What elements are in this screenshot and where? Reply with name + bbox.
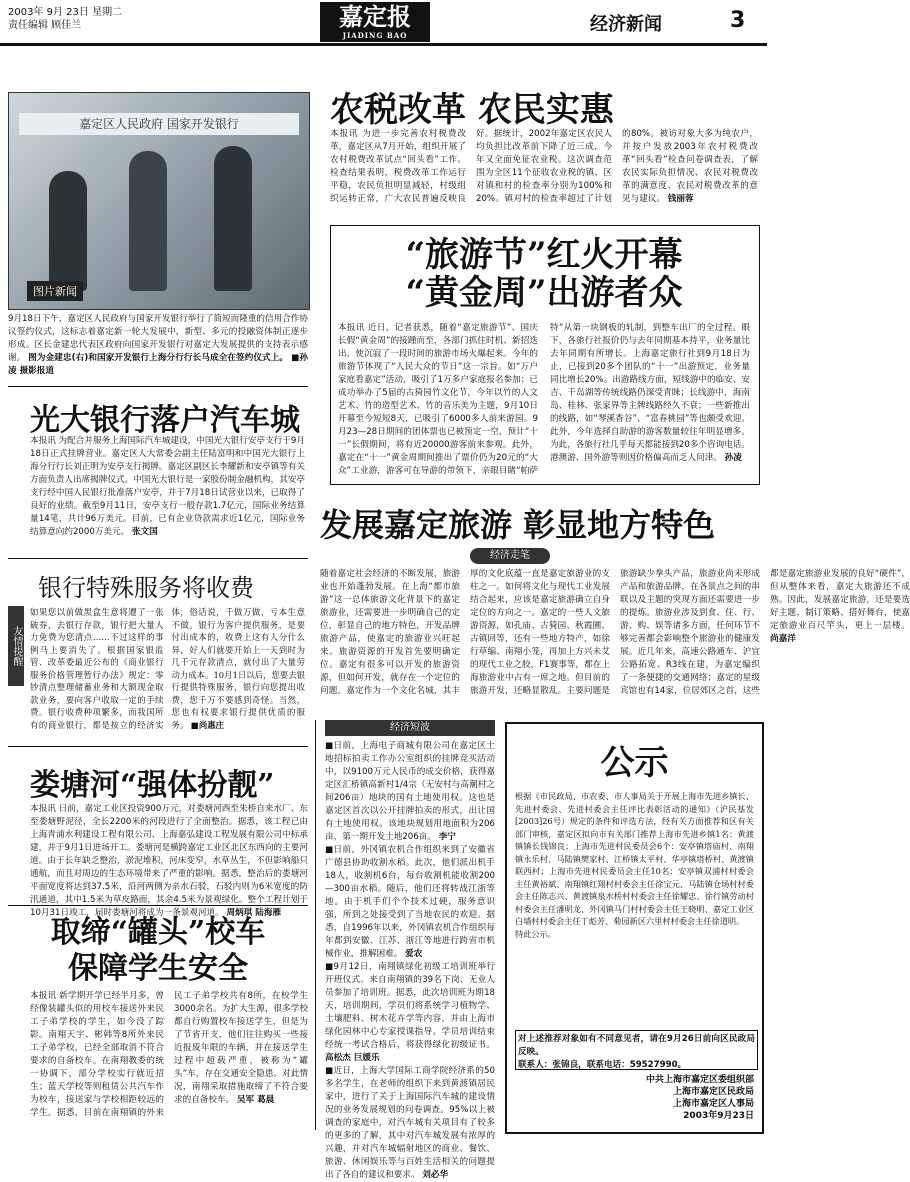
tax-author: 钱丽蓉	[667, 194, 694, 204]
page-number: 3	[730, 8, 746, 33]
editor-name: 责任编辑 顾佳兰	[8, 20, 82, 31]
river-article	[30, 803, 308, 918]
brief-label: 经济短波	[325, 720, 495, 736]
news-photo	[8, 92, 310, 310]
school-headline-1: 取缔“罐头”校车	[50, 915, 266, 950]
school-article	[30, 990, 308, 1130]
divider	[8, 386, 308, 387]
photo-person	[214, 146, 252, 291]
notice-signature	[515, 1074, 754, 1122]
tax-body: 本报讯 为进一步完善农村税费改革，嘉定区从7月开始，组织开展了农村税费改革试点“回头看”工作。检查结果表明，税费改革工作运行平稳，农民负担明显减轻，村级组织运转正常，广大农民普遍反映良好。据统计，2002年嘉定区农民人均负担比改革前下降了近三成，今年又全面免征农业税。这次调查范围为全区11个征收农业税的镇、区对镇和村的检查率分别为100%和20%。镇对村的检查率超过了计划的80%。被访对象大多为纯农户，并按户发放2003年农村税费改革“回头看”检查问卷调查表，了解农民实际负担情况、农民对税费改革的满意度、农民对税费改革的意见与建议。	[330, 129, 758, 204]
tourism-headline-1: “旅游节”红火开幕	[405, 235, 683, 275]
section-title: 经济新闻	[590, 14, 662, 35]
fee-body: 如果您以前做黑盒生意将遭了一张破券，去银行存款，银行把大量人力免费为您清点……不过这样的事例马上要消失了。根据国家银监管、改革委最近公布的《商业银行服务价格管理暂行办法》规定：零钞清点整理储蓄业务和大额现金取款业务，要向客户收取一定的手续费。银行收费种项繁多，而我国所有的商业银行，都是按立的经济实体，俗话说，千做万做，亏本生意不做。银行为客户提供服务，是要付出成本的，收费上这有人分什么异，好人们就要开始上一天到时为几千元存款清点，就付出了大量劳动力成本。10月1日以后，您要去银行提供特殊服务，银行向您提出收费，您千万不要感到奇怪。当然，您也有权要求银行提供优质的服务。	[30, 607, 305, 730]
divider	[8, 558, 308, 559]
river-body: 本报讯 日前，嘉定工业区投资900万元，对娄塘河西至朱桥自来水厂、东至娄塘野泥径，全长2200米的河段进行了全面整治。据悉，该工程已由上海青浦水利建设工程有限公司、上海嘉弘建设工程发展有限公司中标承建，并于9月1日进场开工。娄塘河是横跨嘉定工业区北区东西向的主要河道。由于长年缺乏整治，淤泥堆积，河床变窄，水草丛生，不但影响船只通航，而且对周边的生态环境带来了严重的影响。据悉，整治后的娄塘河平面宽度将达到37.5米，沿河两侧为亲水石驳，石驳内则为6米宽度的防汛通道，其中1.5米为草皮路面，其余4.5米为景观绿化。整个工程计划于10月31日竣工，届时娄塘河将成为一条景观河道。	[30, 804, 308, 918]
brief-item: ■9月12日，南翔镇绿化初级工培训班举行开班仪式。来自南翔镇的39名下岗、无业人员参加了培训班。据悉，此次培训班为期18天，培训期间，学员们将系统学习植物学、土壤肥料、树木花卉学等内容，并由上海市绿化园林中心专家授课指导。学员培训结束经统一考试合格后，将获得绿化初级证书。	[325, 962, 495, 1050]
masthead-rule	[0, 43, 767, 46]
notice-org: 中共上海市嘉定区委组织部	[645, 1075, 754, 1085]
tourism-article	[338, 322, 750, 478]
issue-date: 2003年 9月 23日 星期二	[8, 7, 123, 18]
tax-article	[330, 128, 758, 216]
brief-author: 刘必华	[422, 1170, 449, 1180]
photo-person	[49, 171, 87, 291]
river-headline: 娄塘河“强体扮靓”	[30, 768, 275, 803]
divider	[8, 746, 308, 747]
brief-author: 爱农	[405, 949, 423, 959]
divider	[8, 905, 308, 906]
notice-contact	[515, 1030, 758, 1070]
develop-article	[320, 568, 910, 710]
fee-tag: 友情提醒	[8, 606, 24, 686]
fee-article	[30, 606, 305, 742]
notice-contact-1: 对上述推荐对象如有不同意见者，请在9月26日前向区民政局反映。	[518, 1034, 755, 1057]
bank-author: 张文国	[131, 527, 158, 537]
photo-caption-text: 9月18日下午，嘉定区人民政府与国家开发银行举行了简短而隆重的信用合作协议签约仪式，这标志着嘉定新一轮大发展中，新型、多元的投融资体制正逐步形成。区长金建忠代表区政府向国家开发银行对嘉定大发展提供的支持表示感谢。	[8, 314, 308, 363]
school-headline	[8, 915, 308, 987]
photo-credit: 图为金建忠(右)和国家开发银行上海分行行长马成全在签约仪式上。 ■孙凌 摄影报道	[8, 353, 308, 376]
brief-author: 李宁	[438, 832, 456, 842]
bank-body: 本报讯 为配合并服务上海国际汽车城建设，中国光大银行安亭支行于9月18日正式挂牌营业。嘉定区人大常委会副主任陆富明和中国光大银行上海分行行长刘正明为安亭支行揭牌。嘉定区副区长李耀新和安亭镇等有关方面负责人出席揭牌仪式。中国光大银行是一家股份制金融机构，其安亭支行经中国人民银行批准落户安亭，并于7月18日试营业以来，已取得了良好的业绩。截至9月11日，安亭支行一般存款1.7亿元，国际业务结算量14笔，共计96万美元。目前，已有企业贷款需求近1亿元，国际业务结算意向约2000万美元。	[30, 436, 306, 537]
develop-headline: 发展嘉定旅游 彰显地方特色	[320, 506, 716, 544]
bank-article	[30, 435, 305, 550]
fee-author: ■尚惠庄	[190, 719, 224, 730]
school-author: 吴军 葛晨	[236, 1095, 275, 1105]
photo-banner: 嘉定区人民政府 国家开发银行	[19, 113, 299, 135]
notice-article	[515, 790, 754, 1025]
photo-caption	[8, 313, 308, 379]
brief-list	[325, 740, 495, 1180]
develop-tag: 经济走笔	[470, 548, 550, 564]
notice-date: 2003年9月23日	[683, 1111, 754, 1121]
brief-item: ■日前，上海电子商城有限公司在嘉定区土地招标拍卖工作办公室组织的挂牌竞买活动中，以9100万元人民币的成交价格，获得嘉定区汇桥镇高新村1/4宗（无安村与高潮村之间206亩）地块的国有土地使用权。这也是嘉定区首次以公开挂牌拍卖的形式，出让国有土地使用权。该地块规划用地面积为206亩，第一期开发土地206亩。	[325, 741, 495, 842]
tourism-author: 孙凌	[724, 453, 742, 463]
notice-ending: 特此公示。	[515, 928, 556, 939]
notice-body: 根据《市民政局、市农委、市人事局关于开展上海市先进乡镇长、先进村委会、先进村委会主任评比表彰活动的通知》（沪民基发[2003]26号）规定的条件和评选方法，经有关方面推荐和区有关部门审核，嘉定区拟向市有关部门推荐上海市先进乡镇1名：黄渡镇镇长钱锦良；上海市先进村民委员会6个：安亭镇塔庙村、南翔镇永乐村、马陆镇樊家村、江桥镇太平村、华亭镇塔桥村、黄渡镇联西村；上海市先进村民委员会主任10名：安亭镇双浦村村委会主任黄裕斌、南翔镇红翔村村委会主任徐宝元、马陆镇仓场村村委会主任陈志兴、黄渡镇泉水桥村村委会主任徐耀忠、徐行镇劳动村村委会主任潘明龙、外冈镇马门村村委会主任王晓明、嘉定工业区白墙村村委会主任丁彪芳、菊园新区六里村村委会主任徐道明。	[515, 791, 754, 926]
notice-org: 上海市嘉定区民政局	[672, 1087, 754, 1097]
tax-headline: 农税改革 农民实惠	[330, 90, 614, 130]
bank-headline: 光大银行落户汽车城	[30, 403, 300, 438]
photo-news-label: 图片新闻	[27, 281, 83, 301]
column-divider	[315, 720, 316, 1130]
notice-org: 上海市嘉定区人事局	[672, 1099, 754, 1109]
river-author: 周炳琪 陆海雁	[226, 908, 282, 918]
tourism-body: 本报讯 近日，记者获悉，随着“嘉定旅游节”、国庆长假“黄金周”的接踵而至，各部门抓住时机、新招迭出，使沉寂了一段时间的旅游市场火爆起来。今年的旅游节体现了“人民大众的节日”这一宗旨。如“万户家庭看嘉定”活动，吸引了1万多户家庭报名参加；已成功举办了5届的古猗园竹文化节，今年以竹的人文艺术、竹的造型艺术、竹的音乐美为主题，9月10日开幕至今短短8天，已吸引了6000多人前来游园。9月23—28日期间的团体票也已被预定一空，预计“十一”长假期间，将有近20000游客前来参观。此外，嘉定在“十一”黄金周期间推出了票价仍为20元的“大众”工业游，游客可在导游的带领下，亲眼目睹“帕萨特”从第一块钢板的轧制，到整车出厂的全过程。眼下，各旅行社报价仍与去年同期基本持平，业务量比去年同期有所增长。上海嘉定旅行社到9月18日为止，已接到20多个团队的“十一”出游预定，业务量同比增长20%。出游路线方面，短线游中的临安、安吉、千岛湖等传统线路仍深受青睐；长线游中，海南岛、桂林、张家界等主牌线路经久不衰；一些新推出的线路，如“琴溪香谷”、“富春桃园”等也颇受欢迎。此外，今年选择自助游的游客数量较往年明显增多。为此，各旅行社几乎每天都能接到20多个咨询电话。港澳游、国外游等则因价格偏高而乏人问津。	[338, 323, 750, 476]
develop-author: 尚嘉洋	[770, 634, 796, 644]
paper-pinyin: JIADING BAO	[342, 31, 408, 40]
brief-author: 高松杰 巨媛乐	[325, 1053, 380, 1063]
school-headline-2: 保障学生安全	[68, 951, 248, 986]
photo-person	[129, 151, 167, 291]
school-body: 本报讯 新学期开学已经半月多，曾经像装罐头似的用校车接送外来民工子弟学校的学生，如今没了踪影。南翔天宇、彬韩等8所外来民工子弟学校，已经全部取消不符合要求的自备校车。在南翔教委的统一协调下，部分学校实行就近招生；蓝天学校等则租赁公共汽车作为校车，接送家与学校相距较远的学生。据悉，目前在南翔镇的外来民工子弟学校共有8所，在校学生3000余名。为扩大生源，很多学校都自行购置校车接送学生，但是为了节省开支，他们往往购买一些接近报废年限的车辆，并在接送学生过程中超载严重，被称为“罐头”车，存在交通安全隐患。对此情况，南翔采取措施取缔了不符合要求的自备校车。	[30, 991, 308, 1118]
brief-item: ■近日，上海大学国际工商学院经济系的50多名学生，在老师的组织下来到黄渡镇居民家中，进行了关于上海国际汽车城的建设情况的业务发展规划的问卷调查。95%以上被调查的家庭中，对汽车城有关项目有了较多的更多的了解，其中对汽车城发展有浓厚的兴趣，并对汽车城辐射地区的商业、餐饮、旅游、休闲娱乐等与百姓生活相关的问题提出了各自的建议和要求。	[325, 1066, 495, 1180]
tourism-headline	[330, 236, 758, 312]
fee-headline: 银行特殊服务将收费	[38, 574, 254, 602]
brief-item: ■日前，外冈镇农机合作组织来到了安徽省广德县协助收割水稻。此次，他们派出机手18人，收割机6台，每台收割机能收割200—300亩水稻。随后，他们还将转战江浙等地。由于机手们个个技术过硬，服务意识强，所到之处接受到了当地农民的欢迎。据悉，自1996年以来，外冈镇农机合作组织每年都到安徽、江苏、浙江等地进行跨省市机械作业，推解困难。	[325, 845, 495, 959]
notice-contact-2: 联系人：张锦良，联系电话：59527990。	[518, 1060, 687, 1070]
tourism-headline-2: “黄金周”出游者众	[405, 273, 683, 313]
masthead-date	[8, 6, 122, 32]
develop-body: 随着嘉定社会经济的不断发展，旅游业也开始蓬勃发展。在上海“都市旅游”这一总体旅游文化背景下的嘉定旅游业，还需要进一步明确自己的定位，彰显自己的地方特色，开发品牌旅游产品，使嘉定的旅游业兴旺起来。旅游资源的开发首先要明确定位。嘉定有很多可以开发的旅游资源，但如何开发，就存在一个定位的问题。嘉定作为一个文化名城，其丰厚的文化底蕴一直是嘉定旅游业的支柱之一。如何将文化与现代工业发展结合起来，应该是嘉定旅游确立自身定位的方向之一。嘉定的一些人文旅游资源，如孔庙、古猗园、秋霞圃、古镇回等，还有一些地方特产，如徐行草编、南翔小笼，再加上方兴未艾的现代工业之胶，F1赛事等，都在上海旅游业中占有一席之地。但目前的旅游开发，还略显散乱。主要问题是旅游缺少拳头产品，旅游业尚未形成产品和旅游品牌，在各景点之间的串联以及主题的突现方面还需要进一步的提炼。旅游业涉及到食、住、行、游、购、娱等诸多方面，任何环节不够完善都会影响整个旅游业的健康发展。近几年来，高速公路通车、沪宜公路拓宽、R3线在建，为嘉定编织了一条便捷的交通网络；嘉定的星级宾馆也有14家，位居郊区之首，这些都是嘉定旅游业发展的良好“硬件”，但从整体来看，嘉定大旅游还不成熟。因此，发展嘉定旅游，还是要选好主题、制订策略、搭好舞台，使嘉定旅游业百尺竿头，更上一层楼。	[320, 569, 910, 696]
paper-name: 嘉定报	[339, 2, 411, 31]
notice-title: 公示	[600, 743, 669, 783]
paper-logo	[320, 2, 430, 42]
